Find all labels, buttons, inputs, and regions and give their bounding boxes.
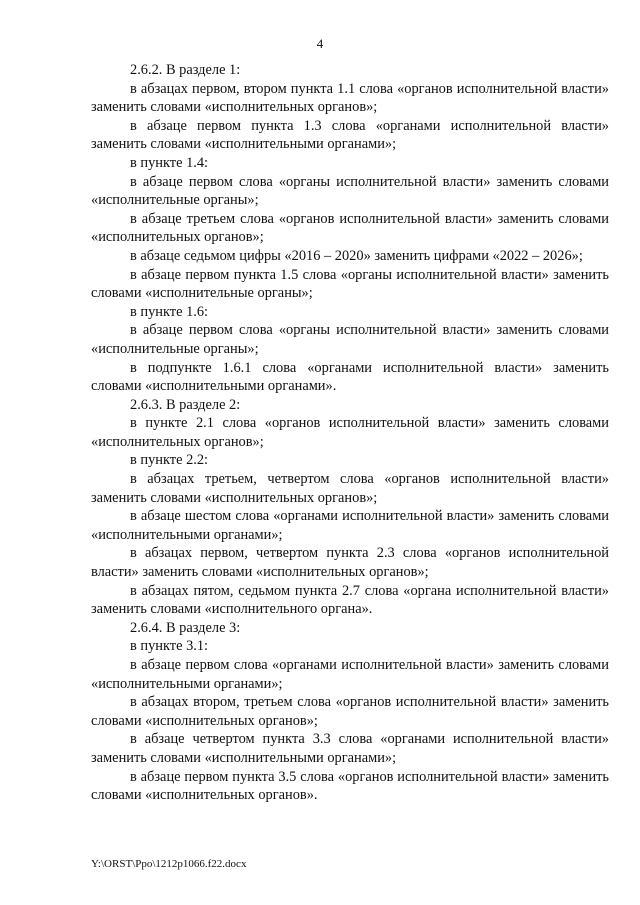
- paragraph: в пункте 3.1:: [130, 638, 209, 655]
- paragraph: в пункте 1.4:: [130, 154, 209, 171]
- paragraph: в абзаце четвертом пункта 3.3 слова «органами исполнительной власти» заменить словами «исполнительными органами»;: [91, 731, 609, 766]
- paragraph: в абзацах третьем, четвертом слова «органов исполнительной власти» заменить словами «исполнительных органов»;: [91, 471, 609, 506]
- paragraph: в абзацах первом, четвертом пункта 2.3 слова «органов исполнительной власти» заменить словами «исполнительных органов»;: [91, 545, 609, 581]
- paragraph: 2.6.3. В разделе 2:: [130, 396, 241, 413]
- paragraph: в абзацах пятом, седьмом пункта 2.7 слова «органа исполнительной власти» заменить словами «исполнительного органа».: [91, 582, 609, 618]
- paragraph: в абзаце первом пункта 3.5 слова «органов исполнительной власти» заменить словами «исполнительных органов».: [91, 768, 609, 804]
- paragraph: в подпункте 1.6.1 слова «органами исполнительной власти» заменить словами «исполнительными органами».: [91, 359, 609, 395]
- paragraph: в пункте 2.1 слова «органов исполнительной власти» заменить словами «исполнительных органов»;: [91, 415, 609, 450]
- paragraph: в абзацах первом, втором пункта 1.1 слова «органов исполнительной власти» заменить словами «исполнительных органов»;: [91, 80, 609, 116]
- paragraph: в абзацах втором, третьем слова «органов исполнительной власти» заменить словами «исполнительных органов»;: [91, 694, 609, 729]
- paragraph: в абзаце первом слова «органы исполнительной власти» заменить словами «исполнительные органы»;: [91, 173, 609, 209]
- file-path-footer: Y:\ORST\Ppo\1212p1066.f22.docx: [91, 858, 247, 870]
- paragraph: 2.6.4. В разделе 3:: [130, 619, 241, 636]
- paragraph: в абзаце седьмом цифры «2016 – 2020» заменить цифрами «2022 – 2026»;: [130, 247, 583, 264]
- paragraph: в абзаце третьем слова «органов исполнительной власти» заменить словами «исполнительных органов»;: [91, 210, 609, 246]
- paragraph: в абзаце первом пункта 1.3 слова «органами исполнительной власти» заменить словами «исполнительными органами»;: [91, 117, 609, 153]
- paragraph: в абзаце первом слова «органами исполнительной власти» заменить словами «исполнительными органами»;: [91, 657, 609, 692]
- paragraph: в абзаце первом слова «органы исполнительной власти» заменить словами «исполнительные органы»;: [91, 322, 609, 357]
- paragraph: в абзаце шестом слова «органами исполнительной власти» заменить словами «исполнительными органами»;: [91, 508, 609, 543]
- paragraph: в абзаце первом пункта 1.5 слова «органы исполнительной власти» заменить словами «исполнительные органы»;: [91, 266, 609, 302]
- page-number: 4: [316, 36, 324, 51]
- document-body: [91, 61, 609, 805]
- paragraph: в пункте 2.2:: [130, 452, 209, 469]
- paragraph: 2.6.2. В разделе 1:: [130, 62, 241, 78]
- paragraph: в пункте 1.6:: [130, 303, 209, 320]
